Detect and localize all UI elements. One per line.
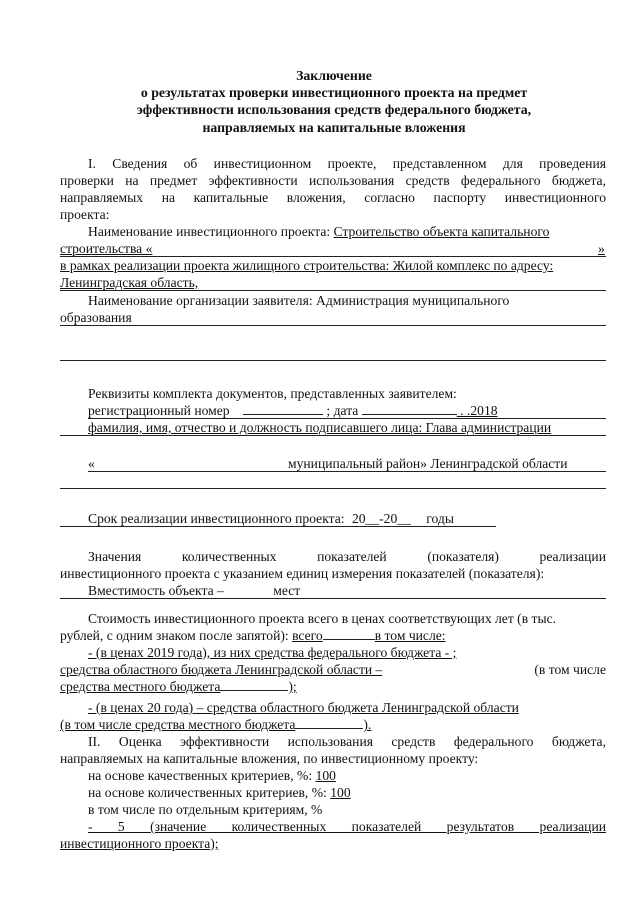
cost-line6: - (в ценах 20 года) – средства областного бюджета Ленинградской области	[88, 700, 519, 715]
project-name-value-line4: Ленинградская область,	[60, 275, 199, 290]
signer-open-quote: «	[88, 456, 95, 471]
section1-intro-line4: проекта:	[60, 207, 110, 222]
cost-line3: - (в ценах 2019 года), из них средства федерального бюджета - ;	[88, 645, 457, 660]
underline	[88, 471, 606, 472]
underline	[60, 526, 496, 527]
criterion-line1: - 5 (значение количественных показателей результатов реализации	[88, 819, 606, 834]
cost-line7	[60, 716, 371, 733]
document-subtitle-line1: о результатах проверки инвестиционного проекта на предмет	[140, 85, 528, 100]
reg-number-field[interactable]	[243, 402, 323, 415]
cost-local-label: средства местного бюджета	[60, 679, 221, 694]
capacity-field	[88, 582, 300, 599]
section2-line1: II. Оценка эффективности использования средств федерального бюджета,	[88, 734, 606, 749]
signer-value: муниципальный район» Ленинградской области	[288, 456, 568, 471]
cost-local-field-2[interactable]	[295, 716, 363, 729]
document-title: Заключение	[296, 68, 372, 83]
reg-number-label: регистрационный номер	[88, 403, 230, 418]
section2-line2: направляемых на капитальные вложения, по инвестиционному проекту:	[60, 751, 479, 766]
requisites-line	[88, 402, 498, 419]
quant-criteria	[88, 784, 351, 801]
requisites-label: Реквизиты комплекта документов, представленных заявителем:	[88, 386, 457, 401]
term-label: Срок реализации инвестиционного проекта:	[88, 511, 345, 526]
cost-total-label: всего	[292, 628, 323, 643]
capacity-label: Вместимость объекта –	[88, 583, 224, 598]
indicators-line1: Значения количественных показателей (показателя) реализации	[88, 549, 606, 564]
separate-criteria-label: в том числе по отдельным критериям, %	[88, 802, 323, 817]
org-name-label: Наименование организации заявителя: Администрация муниципального	[88, 293, 510, 308]
cost-including-label: в том числе:	[374, 628, 446, 643]
underline	[60, 488, 606, 489]
quant-criteria-value: 100	[330, 785, 351, 800]
signer-label: фамилия, имя, отчество и должность подписавшего лица: Глава администрации	[88, 420, 552, 435]
project-name-closing-quote: »	[598, 241, 605, 256]
date-value[interactable]: . .2018	[456, 403, 498, 418]
cost-line2	[60, 627, 446, 644]
quant-criteria-label: на основе количественных критериев, %:	[88, 785, 327, 800]
project-name-value-line2: строительства «	[60, 241, 153, 256]
qual-criteria	[88, 767, 336, 784]
cost-line1: Стоимость инвестиционного проекта всего в ценах соответствующих лет (в тыс.	[88, 611, 557, 626]
section1-intro-line3: направляемых на капитальные вложения, согласно паспорту инвестиционного	[60, 190, 606, 205]
term-field	[88, 510, 454, 527]
cost-line5	[60, 678, 297, 695]
section1-intro-line1: I. Сведения об инвестиционном проекте, представленном для проведения	[88, 156, 606, 171]
cost-local-close-2: ).	[363, 717, 372, 732]
cost-regional-label: средства областного бюджета Ленинградской области –	[60, 662, 383, 677]
project-name-value-line1: Строительство объекта капитального	[333, 224, 550, 239]
project-name-label: Наименование инвестиционного проекта:	[88, 224, 334, 239]
cost-line4	[60, 661, 606, 678]
cost-local-close: );	[288, 679, 297, 694]
section1-intro-line2: проверки на предмет эффективности использования средств федерального бюджета,	[60, 173, 606, 188]
qual-criteria-label: на основе качественных критериев, %:	[88, 768, 313, 783]
cost-regional-including: (в том числе	[534, 662, 606, 677]
underline	[60, 290, 606, 291]
project-name-field	[88, 223, 549, 240]
date-blank	[362, 402, 457, 415]
date-label: ; дата	[326, 403, 359, 418]
cost-local-label-2: (в том числе средства местного бюджета	[60, 717, 296, 732]
term-unit: годы	[426, 511, 454, 526]
indicators-line2: инвестиционного проекта с указанием единиц измерения показателей (показателя):	[60, 566, 545, 581]
document-subtitle-line3: направляемых на капитальные вложения	[202, 120, 466, 135]
document-subtitle-line2: эффективности использования средств федерального бюджета,	[136, 102, 532, 117]
qual-criteria-value: 100	[315, 768, 336, 783]
org-name-value: образования	[60, 310, 132, 325]
underline	[60, 360, 606, 361]
capacity-unit: мест	[273, 583, 301, 598]
cost-local-field[interactable]	[220, 678, 288, 691]
term-value[interactable]: 20__-20__	[351, 511, 411, 526]
underline	[60, 325, 606, 326]
underline	[60, 598, 606, 599]
cost-total-field[interactable]	[323, 627, 375, 640]
project-name-value-line3: в рамках реализации проекта жилищного строительства: Жилой комплекс по адресу:	[60, 258, 554, 273]
underline	[60, 435, 606, 436]
cost-intro: рублей, с одним знаком после запятой):	[60, 628, 293, 643]
criterion-line2: инвестиционного проекта);	[60, 836, 219, 851]
